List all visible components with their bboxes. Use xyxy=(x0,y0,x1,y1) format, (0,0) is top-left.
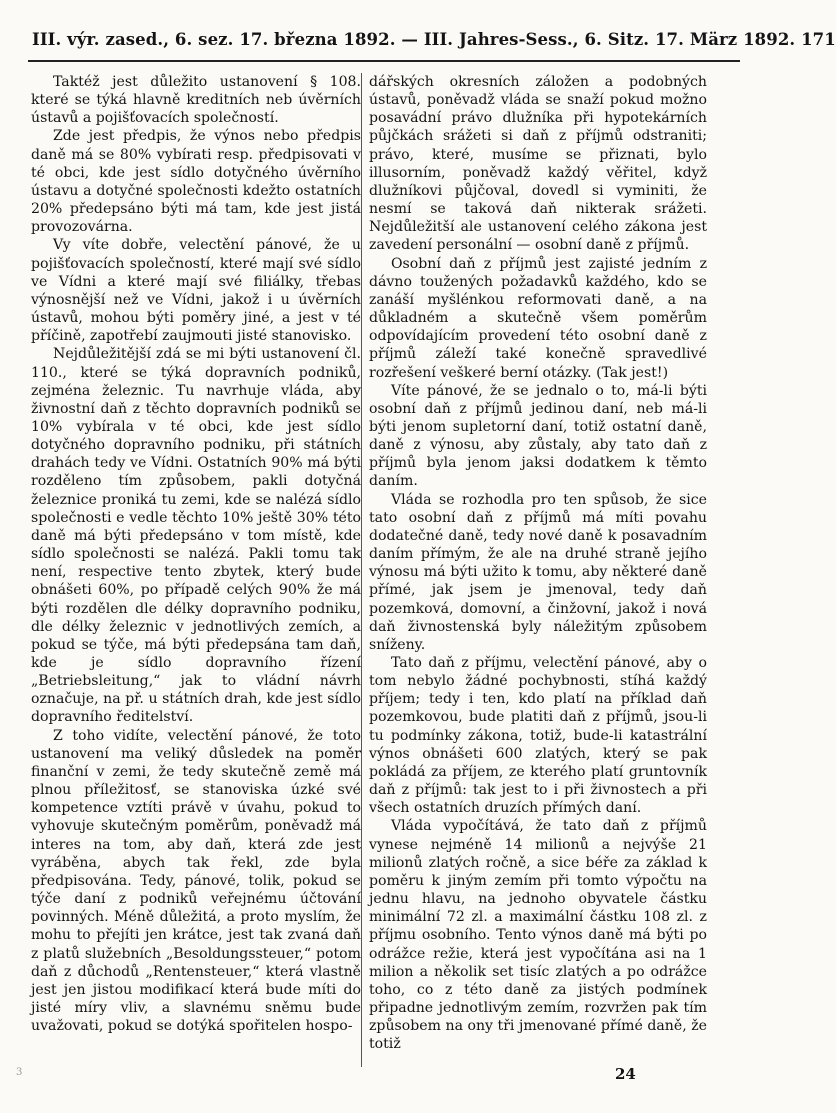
page-number: 24 xyxy=(615,1065,636,1083)
header-rule xyxy=(28,60,740,62)
paragraph: Taktéž jest důležito ustanovení § 108. které se týká hlavně kreditních neb úvěrních ústavů a pojišťovacích společností. xyxy=(31,74,361,127)
left-column xyxy=(31,73,361,1035)
paragraph: Tato daň z příjmu, velectění pánové, aby o tom nebylo žádné pochybnosti, stíhá každý příjem; tedy i ten, kdo platí na příklad daň pozemkovou, bude platiti daň z příjmů, jsou-li tu podmínky zákona, totiž, bude-li katastrální výnos obnášeti 600 zlatých, který se pak pokládá za příjem, ze kterého platí gruntovník daň z příjmů: tak jest to i při živnostech a při všech ostatních druzích přímých daní. xyxy=(369,655,707,817)
paragraph: Vláda se rozhodla pro ten spůsob, že sice tato osobní daň z příjmů má míti povahu dodatečné daně, tedy nové daně k posavadním daním přímým, že ale na druhé straně jejího výnosu má býti užito k tomu, aby některé daně přímé, jak jsem je jmenoval, tedy daň pozemková, domovní, a činžovní, jakož i nová daň živnostenská byly náležitým způsobem sníženy. xyxy=(369,491,707,653)
paragraph: Vy víte dobře, velectění pánové, že u pojišťovacích společností, které mají své sídlo ve Vídni a které mají své filiálky, třebas výnosnější než ve Vídni, jakož i u úvěrních ústavů, mohou býti poměry jiné, a jest v té příčině, zapotřebí zaujmouti jisté stanovisko. xyxy=(31,237,361,345)
paragraph: Zde jest předpis, že výnos nebo předpis daně má se 80% vybírati resp. předpisovati v té obci, kde jest sídlo dotyčného úvěrního ústavu a dotyčné společnosti kdežto ostatních 20% předepsáno býti má tam, kde jest jistá provozovárna. xyxy=(31,128,361,236)
paragraph: dářských okresních záložen a podobných ústavů, poněvadž vláda se snaží pokud možno posavádní právo dlužníka při hypotekárních půjčkách srážeti si daň z příjmů odstraniti; právo, které, musíme se přiznati, bylo illusorním, poněvadž každý věřitel, když dlužníkovi půjčoval, dovedl si vyminiti, že nesmí se taková daň nikterak srážeti. Nejdůležitší ale ustanovení celého zákona jest zavedení personální — osobní daně z příjmů. xyxy=(369,74,707,254)
right-column xyxy=(369,73,707,1053)
corner-mark: 3 xyxy=(16,1067,23,1078)
paragraph: Víte pánové, že se jednalo o to, má-li býti osobní daň z příjmů jedinou daní, neb má-li býti jenom supletorní daní, totiž ostatní daně, daně z výnosu, aby zůstaly, aby tato daň z příjmů byla jenom jaksi dodatkem k těmto daním. xyxy=(369,382,707,490)
paragraph: Z toho vidíte, velectění pánové, že toto ustanovení ma veliký důsledek na poměr finanční v zemi, že tedy skutečně země má plnou příležitosť, se stanoviska úzké své kompetence vztíti právě v úvahu, pokud to vyhovuje skutečným poměrům, poněvadž má interes na tom, aby daň, která zde jest vyráběna, abych tak řekl, zde byla předpisována. Tedy, pánové, tolik, pokud se týče daní z podniků veřejnému účtování povinných. Méně důležitá, a proto myslím, že mohu to přejíti jen krátce, jest tak zvaná daň z platů služebních „Besoldungssteuer,“ potom daň z důchodů „Rentensteuer,“ která vlastně jest jen jistou modifikací která bude míti do jisté míry vliv, a slavnému sněmu bude uvažovati, pokud se dotýká spořitelen hospo- xyxy=(31,727,361,1035)
running-header: III. výr. zased., 6. sez. 17. března 1892. — III. Jahres-Sess., 6. Sitz. 17. März 1892. 171 xyxy=(32,30,836,49)
paragraph: Nejdůležitější zdá se mi býti ustanovení čl. 110., které se týká dopravních podniků, zejména železnic. Tu navrhuje vláda, aby živnostní daň z těchto dopravních podniků se 10% vybírala v té obci, kde jest sídlo dotyčného dopravního podniku, při státních drahách tedy ve Vídni. Ostatních 90% má býti rozděleno tím způsobem, pakli dotyčná železnice proniká tu zemi, kde se nalézá sídlo společnosti e vedle těchto 10% ještě 30% této daně má býti předepsáno v tom místě, kde sídlo společnosti se nalézá. Pakli tomu tak není, respective tento zbytek, který bude obnášeti 60%, po případě celých 90% že má býti rozdělen dle délky dopravního podniku, dle délky železnic v jednotlivých zemích, a pokud se týče, má býti předepsána tam daň, kde je sídlo dopravního řízení „Betriebsleitung,“ jak to vládní návrh označuje, na př. u státních drah, kde jest sídlo dopravního ředitelství. xyxy=(31,346,361,726)
paragraph: Osobní daň z příjmů jest zajisté jedním z dávno toužených požadavků každého, kdo se zanáší myšlénkou reformovati daně, a na důkladném a skutečně všem poměrům odpovídajícím provedení této osobní daně z příjmů záleží také konečně spravedlivé rozřešení veškeré berní otázky. (Tak jest!) xyxy=(369,255,707,381)
paragraph: Vláda vypočítává, že tato daň z příjmů vynese nejméně 14 milionů a nejvýše 21 milionů zlatých ročně, a sice béře za základ k poměru k jiným zemím při tomto výpočtu na jednu hlavu, na jednoho obyvatele částku minimální 72 zl. a maximální částku 108 zl. z příjmu osobního. Tento výnos daně má býti po odrážce režie, která jest vypočítána asi na 1 milion a několik set tisíc zlatých a po odrážce toho, co z této daně za jistých podmínek připadne jednotlivým zemím, rozvržen pak tím způsobem na ony tři jmenované přímé daně, že totiž xyxy=(369,818,707,1053)
column-divider xyxy=(361,73,362,1067)
